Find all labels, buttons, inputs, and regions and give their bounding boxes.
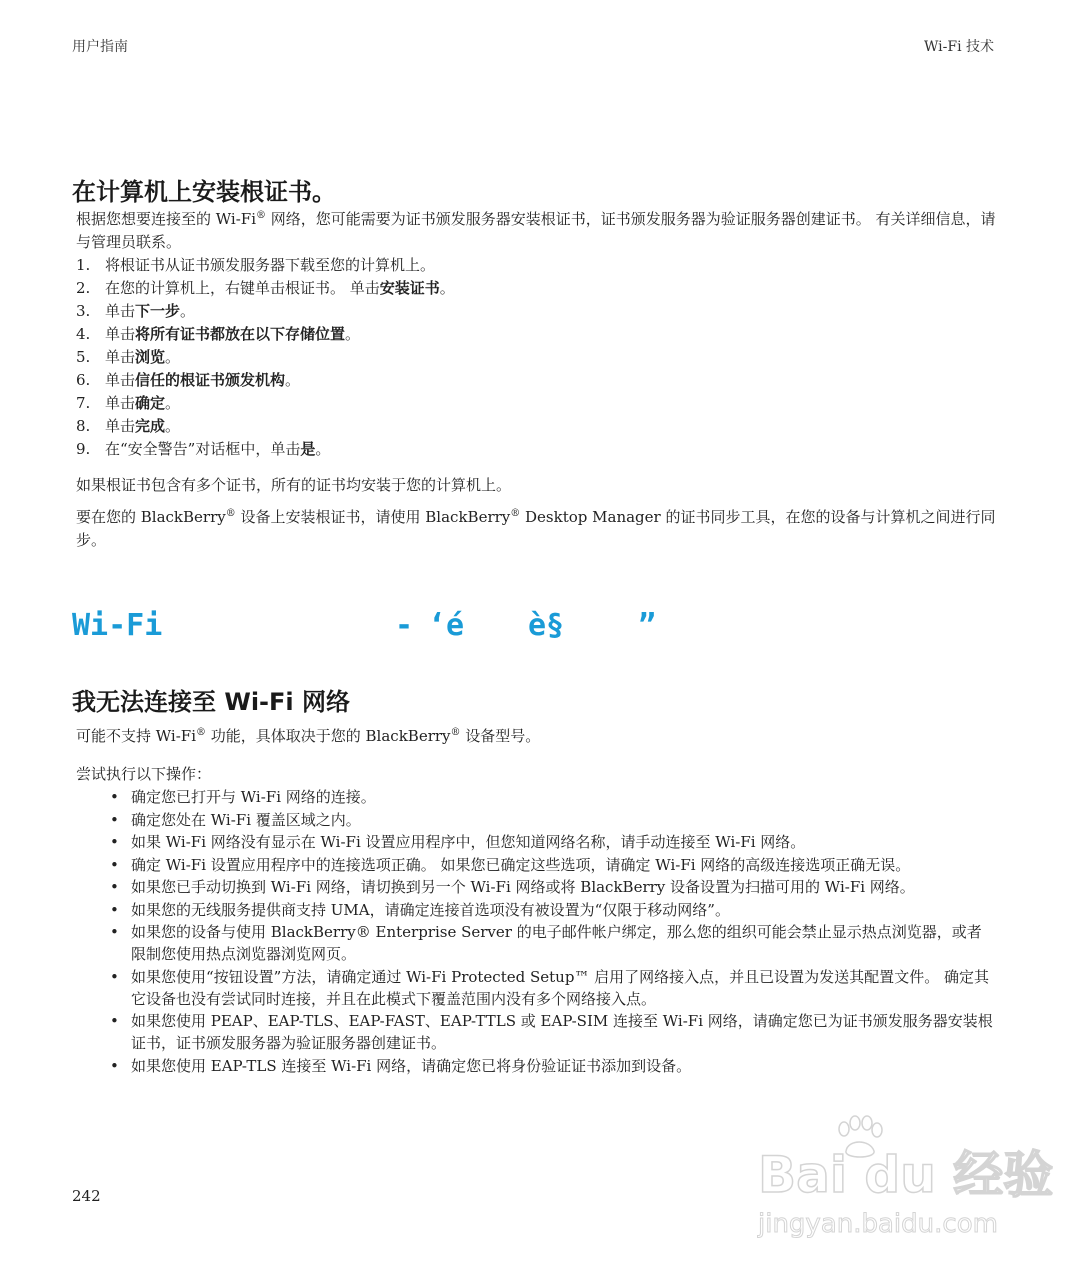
step-text-end: 。	[165, 394, 181, 412]
step-number: 9.	[76, 440, 91, 458]
step-number: 4.	[76, 325, 91, 343]
header-doc-title: 用户指南	[72, 39, 128, 55]
page-number: 242	[72, 1187, 101, 1205]
step-text-end: 。	[345, 325, 361, 343]
step-text-end: 。	[439, 279, 455, 297]
step-item	[76, 277, 996, 300]
intro-text-1: 根据您想要连接至的 Wi-Fi	[76, 210, 256, 228]
header-section-title: Wi-Fi 技术	[924, 39, 994, 55]
install-steps-list	[76, 254, 996, 461]
step-text: 单击	[105, 371, 136, 389]
step-text: 在您的计算机上，右键单击根证书。 单击	[105, 279, 380, 297]
bullet-marker: •	[110, 923, 119, 941]
bullet-marker: •	[110, 1012, 119, 1030]
step-text: 单击	[105, 417, 136, 435]
step-text: 单击	[105, 394, 136, 412]
step-number: 7.	[76, 394, 91, 412]
watermark-url: jingyan.baidu.com	[758, 1209, 998, 1239]
note-text-3: Desktop Manager 的证书同步工具，在您的设备与计算机之间进行同步。	[76, 508, 996, 549]
section2-try-label: 尝试执行以下操作：	[76, 765, 212, 783]
section2-intro	[76, 725, 996, 748]
note-text-2: 设备上安装根证书，请使用 BlackBerry	[235, 508, 511, 526]
step-number: 3.	[76, 302, 91, 320]
bullet-marker: •	[110, 1056, 119, 1075]
registered-mark: ®	[256, 210, 266, 221]
chapter-title-part: è§	[528, 608, 565, 643]
list-item-text: 如果 Wi-Fi 网络没有显示在 Wi-Fi 设置应用程序中，但您知道网络名称，请手动连接至 Wi-Fi 网络。	[131, 833, 806, 851]
note-text-1: 要在您的 BlackBerry	[76, 508, 226, 526]
bullet-marker: •	[110, 900, 119, 919]
step-text: 单击	[105, 302, 136, 320]
bullet-marker: •	[110, 855, 119, 874]
step-number: 1.	[76, 256, 91, 274]
list-item-text: 如果您使用“按钮设置”方法，请确定通过 Wi-Fi Protected Setup™ 启用了网络接入点，并且已设置为发送其配置文件。 确定其它设备也没有尝试同时连接，并且在此模式下覆盖范围内没有多个网络接入点。	[131, 967, 989, 1008]
intro-text-1: 可能不支持 Wi-Fi	[76, 727, 196, 745]
step-ui-label: 信任的根证书颁发机构	[135, 371, 286, 389]
registered-mark: ®	[196, 727, 206, 738]
section1-note-multiple-certs: 如果根证书包含有多个证书，所有的证书均安装于您的计算机上。	[76, 476, 512, 494]
list-item	[110, 1010, 996, 1054]
section-title-install-root-cert: 在计算机上安装根证书。	[72, 178, 336, 206]
intro-text-2: 功能，具体取决于您的 BlackBerry	[206, 727, 451, 745]
bullet-marker: •	[110, 967, 119, 986]
list-item-text: 如果您已手动切换到 Wi-Fi 网络，请切换到另一个 Wi-Fi 网络或将 BlackBerry 设备设置为扫描可用的 Wi-Fi 网络。	[131, 878, 915, 896]
intro-text-2: 网络，您可能需要为证书颁发服务器安装根证书，证书颁发服务器为验证服务器创建证书。 有关详细信息，请与管理员联系。	[76, 210, 996, 251]
list-item-text: 确定您已打开与 Wi-Fi 网络的连接。	[131, 788, 376, 806]
step-item	[76, 300, 996, 323]
step-item	[76, 438, 996, 461]
chapter-title-part: Wi-Fi	[72, 608, 163, 643]
section-title-cannot-connect: 我无法连接至 Wi-Fi 网络	[72, 688, 350, 716]
registered-mark: ®	[450, 727, 461, 738]
list-item	[110, 1055, 996, 1077]
step-number: 5.	[76, 348, 91, 366]
step-ui-label: 确定	[135, 394, 166, 412]
step-ui-label: 下一步	[135, 302, 181, 320]
step-item	[76, 369, 996, 392]
list-item	[110, 921, 996, 965]
intro-text-3: 设备型号。	[460, 727, 541, 745]
section1-note-desktop-manager	[76, 506, 996, 552]
step-text: 将根证书从证书颁发服务器下载至您的计算机上。	[105, 256, 436, 274]
bullet-marker: •	[110, 878, 119, 896]
step-text: 在“安全警告”对话框中，单击	[105, 440, 301, 458]
registered-mark: ®	[510, 508, 521, 519]
step-text-end: 。	[180, 302, 196, 320]
list-item-text: 如果您的无线服务提供商支持 UMA，请确定连接首选项没有被设置为“仅限于移动网络”。	[131, 900, 730, 919]
step-text-end: 。	[165, 417, 181, 435]
baidu-watermark	[752, 1115, 1054, 1245]
step-number: 2.	[76, 279, 91, 297]
step-ui-label: 是	[300, 440, 316, 458]
chapter-title-part: ”	[638, 608, 657, 643]
step-item	[76, 415, 996, 438]
list-item	[110, 899, 996, 921]
step-number: 8.	[76, 417, 91, 435]
step-text-end: 。	[315, 440, 331, 458]
list-item-text: 如果您使用 EAP-TLS 连接至 Wi-Fi 网络，请确定您已将身份验证证书添加到设备。	[131, 1056, 692, 1075]
step-ui-label: 安装证书	[379, 279, 440, 297]
list-item-text: 确定 Wi-Fi 设置应用程序中的连接选项正确。 如果您已确定这些选项，请确定 Wi-Fi 网络的高级连接选项正确无误。	[131, 855, 911, 874]
step-item	[76, 323, 996, 346]
list-item	[110, 809, 996, 831]
watermark-logo: Bai du 经验	[758, 1146, 1054, 1204]
list-item	[110, 831, 996, 853]
section1-intro	[76, 208, 996, 254]
troubleshooting-bullets	[110, 786, 996, 1077]
list-item-text: 确定您处在 Wi-Fi 覆盖区域之内。	[131, 810, 361, 829]
list-item	[110, 966, 996, 1010]
step-text: 单击	[105, 325, 136, 343]
step-text-end: 。	[165, 348, 181, 366]
registered-mark: ®	[225, 508, 236, 519]
bullet-marker: •	[110, 810, 119, 829]
bullet-marker: •	[110, 788, 119, 806]
step-ui-label: 将所有证书都放在以下存储位置	[135, 325, 346, 343]
step-item	[76, 346, 996, 369]
chapter-title-part: ‘é	[428, 608, 465, 643]
step-item	[76, 254, 996, 277]
step-item	[76, 392, 996, 415]
list-item	[110, 786, 996, 808]
step-number: 6.	[76, 371, 91, 389]
step-ui-label: 完成	[135, 417, 166, 435]
list-item	[110, 854, 996, 876]
chapter-title-wifi-troubleshooting	[72, 608, 772, 648]
bullet-marker: •	[110, 833, 119, 851]
list-item-text: 如果您使用 PEAP、EAP-TLS、EAP-FAST、EAP-TTLS 或 EAP-SIM 连接至 Wi-Fi 网络，请确定您已为证书颁发服务器安装根证书，证书颁发服务器为验证服务器创建证书。	[131, 1012, 993, 1052]
list-item-text: 如果您的设备与使用 BlackBerry® Enterprise Server 的电子邮件帐户绑定，那么您的组织可能会禁止显示热点浏览器，或者限制您使用热点浏览器浏览网页。	[131, 923, 982, 963]
step-ui-label: 浏览	[135, 348, 166, 366]
step-text: 单击	[105, 348, 136, 366]
step-text-end: 。	[285, 371, 301, 389]
chapter-title-part: -	[395, 608, 414, 643]
list-item	[110, 876, 996, 898]
